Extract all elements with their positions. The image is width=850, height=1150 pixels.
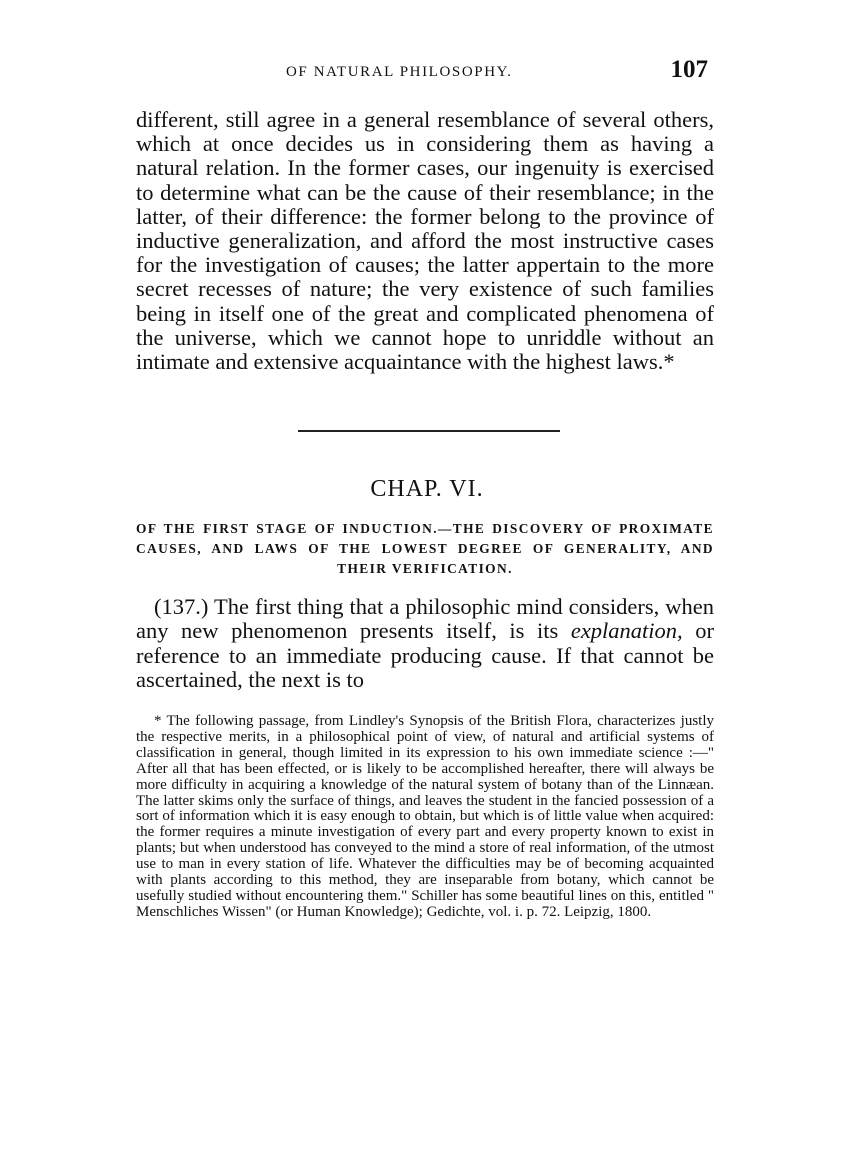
paragraph-137: [136, 595, 714, 692]
chapter-title: CHAP. VI.: [370, 476, 484, 503]
chapter-subtitle: OF THE FIRST STAGE OF INDUCTION.—THE DISCOVERY OF PROXIMATE CAUSES, AND LAWS OF THE LOWEST DEGREE OF GENERALITY, AND THEIR VERIFICATION.: [136, 521, 714, 577]
paragraph-text-before: The first thing that a philosophic mind considers, when any new phenomenon presents itself, is its: [136, 594, 714, 644]
paragraph-number: (137.): [154, 594, 209, 620]
body-paragraph-continued: different, still agree in a general resemblance of several others, which at once decides us in considering them as having a natural relation. In the former cases, our ingenuity is exercised to determine what can be the cause of their resemblance; in the latter, of their difference: the former belong to the province of inductive generalization, and afford the most instructive cases for the investigation of causes; the latter appertain to the more secret recesses of nature; the very existence of such families being in itself one of the great and complicated phenomena of the universe, which we cannot hope to unriddle without an intimate and extensive acquaintance with the highest laws.*: [136, 107, 714, 375]
running-title: OF NATURAL PHILOSOPHY.: [286, 64, 513, 80]
page-number: 107: [670, 56, 708, 83]
running-head: [136, 56, 714, 92]
section-divider: [298, 430, 560, 432]
paragraph-text-after: or reference to an immediate producing cause. If that cannot be ascertained, the next is to: [136, 618, 715, 692]
paragraph-emphasis: explanation,: [570, 618, 683, 644]
book-page: [136, 56, 714, 921]
footnote: * The following passage, from Lindley's Synopsis of the British Flora, characterizes justly the respective merits, in a philosophical point of view, of natural and artificial systems of classification in general, though limited in its expression to his own immediate science :—" After all that has been effected, or is likely to be accomplished hereafter, there will always be more difficulty in acquiring a knowledge of the natural system of botany than of the Linnæan. The latter skims only the surface of things, and leaves the student in the fancied possession of a sort of information which it is easy enough to obtain, but which is of little value when acquired: the former requires a minute investigation of every part and every property known to exist in plants; but when understood has conveyed to the mind a store of real information, of the utmost use to man in every station of life. Whatever the difficulties may be of becoming acquainted with plants according to this method, they are inseparable from botany, which cannot be usefully studied without encountering them." Schiller has some beautiful lines on this, entitled " Menschliches Wissen" (or Human Knowledge); Gedichte, vol. i. p. 72. Leipzig, 1800.: [136, 713, 714, 920]
